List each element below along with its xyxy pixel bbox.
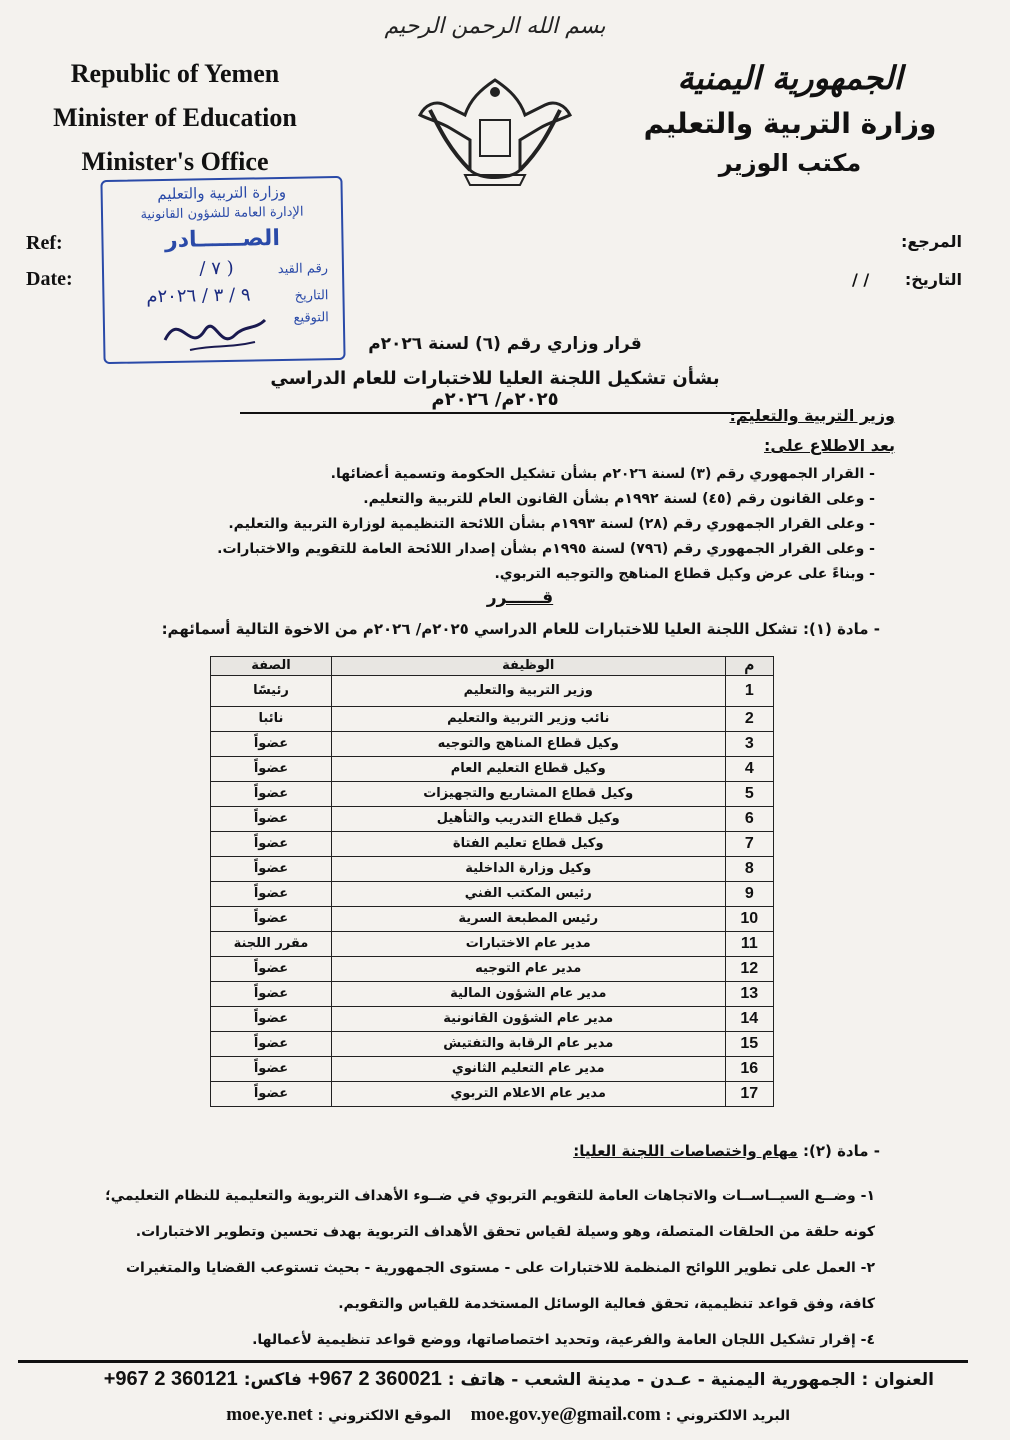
row-number: 8 [725,857,773,882]
table-row [211,1082,774,1107]
row-position: رئيس المكتب الفني [331,882,725,907]
decree-title: قرار وزاري رقم (٦) لسنة ٢٠٢٦م [368,334,642,354]
arabic-ministry: وزارة التربية والتعليم [643,107,937,140]
row-position: مدير عام الرقابة والتفتيش [331,1032,725,1057]
stamp-ministry: وزارة التربية والتعليم [157,182,287,204]
table-header-row [211,657,774,676]
stamp-department: الإدارة العامة للشؤون القانونية [140,204,304,223]
table-row [211,1057,774,1082]
row-number: 6 [725,807,773,832]
task-line: ٢- العمل على تطوير اللوائح المنظمة للاختبارات على - مستوى الجمهورية - بحيث تستوعب القضايا والمتغيرات [125,1260,875,1276]
row-number: 4 [725,757,773,782]
footer-contacts [226,1404,790,1426]
row-number: 13 [725,982,773,1007]
stamp-number-value: ( ٧ / [199,257,234,280]
fax-number: +967 2 360121 [103,1368,238,1390]
website-link[interactable]: moe.ye.net [226,1404,313,1425]
row-number: 5 [725,782,773,807]
table-row [211,782,774,807]
row-number: 14 [725,1007,773,1032]
row-position: رئيس المطبعة السرية [331,907,725,932]
row-role: عضواً [211,1057,332,1082]
date-row-ar [852,270,962,289]
stamp-number-row [104,256,342,281]
stamp-number-label: رقم القيد [277,261,329,278]
row-position: مدير عام التوجيه [331,957,725,982]
english-office: Minister's Office [81,147,269,176]
english-letterhead [30,52,320,184]
task-line: كافة، وفق قواعد تنظيمية، تحقق فعالية الوسائل المستخدمة للقياس والتقويم. [338,1296,875,1312]
reference-item: - وعلى القرار الجمهوري رقم (٢٨) لسنة ١٩٩٣م بشأن اللائحة التنظيمية لوزارة التربية والتعليم. [175,512,875,537]
row-role: عضواً [211,982,332,1007]
table-row [211,807,774,832]
arabic-letterhead [640,52,940,182]
phone-number: +967 2 360021 [307,1368,442,1390]
row-position: مدير عام الاختبارات [331,932,725,957]
row-role: عضواً [211,857,332,882]
footer-divider [18,1360,968,1363]
table-body [211,676,774,1107]
table-row [211,932,774,957]
table-row [211,676,774,707]
row-number: 11 [725,932,773,957]
ref-label-en: Ref: [26,232,63,254]
email-link[interactable]: moe.gov.ye@gmail.com [470,1404,661,1425]
row-number: 15 [725,1032,773,1057]
table-row [211,832,774,857]
stamp-outgoing: الصــــــادر [164,226,281,254]
article-1: - مادة (١): تشكل اللجنة العليا للاختبارات للعام الدراسي ٢٠٢٥م/ ٢٠٢٦م من الاخوة التالية أسمائهم: [161,620,880,638]
reference-item: - وبناءً على عرض وكيل قطاع المناهج والتوجيه التربوي. [175,562,875,587]
row-number: 3 [725,732,773,757]
task-line: ٤- إقرار تشكيل اللجان العامة والفرعية، وتحديد اختصاصاتها، ووضع قواعد تنظيمية لأعمالها. [252,1332,875,1348]
row-position: وكيل قطاع المشاريع والتجهيزات [331,782,725,807]
references-list [175,462,875,587]
table-row [211,907,774,932]
row-role: عضواً [211,732,332,757]
arabic-office: مكتب الوزير [718,149,862,177]
address-text: العنوان : الجمهورية اليمنية - عـدن - مدينة الشعب - هاتف : [447,1370,934,1390]
row-position: وكيل قطاع تعليم الفتاة [331,832,725,857]
reference-item: - وعلى القانون رقم (٤٥) لسنة ١٩٩٢م بشأن القانون العام للتربية والتعليم. [175,487,875,512]
row-number: 12 [725,957,773,982]
row-position: وكيل وزارة الداخلية [331,857,725,882]
footer-address [104,1368,934,1391]
after-review-heading: بعد الاطلاع على: [763,436,895,455]
table-row [211,707,774,732]
website-label: الموقع الالكتروني : [317,1408,452,1424]
english-country: Republic of Yemen [70,59,280,88]
committee-table [210,656,774,1107]
table-row [211,1032,774,1057]
row-position: مدير عام الشؤون المالية [331,982,725,1007]
row-role: رئيسًا [211,676,332,707]
table-row [211,882,774,907]
article-2-heading [573,1142,880,1160]
decree-subject: بشأن تشكيل اللجنة العليا للاختبارات للعام الدراسي ٢٠٢٥م/ ٢٠٢٦م [240,368,750,414]
row-position: مدير عام الاعلام التربوي [331,1082,725,1107]
basmala: بسم الله الرحمن الرحيم [384,14,606,39]
row-number: 10 [725,907,773,932]
fax-label: فاكس: [243,1370,302,1390]
reference-item: - القرار الجمهوري رقم (٣) لسنة ٢٠٢٦م بشأن تشكيل الحكومة وتسمية أعضائها. [175,462,875,487]
row-number: 9 [725,882,773,907]
reference-item: - وعلى القرار الجمهوري رقم (٧٩٦) لسنة ١٩٩٥م بشأن إصدار اللائحة العامة للتقويم والاختبارات. [175,537,875,562]
minister-heading: وزير التربية والتعليم: [729,406,895,425]
row-position: وزير التربية والتعليم [331,676,725,707]
row-role: عضواً [211,957,332,982]
row-role: عضواً [211,782,332,807]
eagle-emblem-icon [410,60,580,200]
stamp-date-value: ٩ / ٣ / ٢٠٢٦م [146,284,251,308]
col-header-position: الوظيفة [331,657,725,676]
row-role: عضواً [211,907,332,932]
task-line: ١- وضــع السيــاســات والاتجاهات العامة للتقويم التربوي في ضــوء الأهداف التربوية والتعليمية للنظام التعليمي؛ [105,1188,875,1204]
table-row [211,732,774,757]
row-role: عضواً [211,1082,332,1107]
arabic-country: الجمهورية اليمنية [677,59,903,97]
email-label: البريد الالكتروني : [665,1408,790,1424]
row-role: عضواً [211,882,332,907]
row-number: 7 [725,832,773,857]
col-header-role: الصفة [211,657,332,676]
decided-heading: قــــــرر [486,588,554,608]
row-number: 17 [725,1082,773,1107]
article-2-title: مهام واختصاصات اللجنة العليا: [573,1142,798,1160]
table-row [211,982,774,1007]
date-label-ar: التاريخ: [904,270,962,289]
article-2-label: - مادة (٢): [802,1142,880,1160]
table-row [211,857,774,882]
stamp-date-label: التاريخ [294,288,329,304]
date-value-ar: / / [851,270,870,289]
row-number: 1 [725,676,773,707]
date-label-en: Date: [26,268,73,290]
stamp-signature-label: التوقيع [293,310,329,326]
row-role: عضواً [211,1007,332,1032]
row-number: 16 [725,1057,773,1082]
row-position: وكيل قطاع التعليم العام [331,757,725,782]
table-row [211,957,774,982]
tasks-list [75,1178,875,1358]
row-position: وكيل قطاع التدريب والتأهيل [331,807,725,832]
table-row [211,757,774,782]
row-role: مقرر اللجنة [211,932,332,957]
row-role: عضواً [211,757,332,782]
row-number: 2 [725,707,773,732]
ref-label-ar: المرجع: [900,232,962,251]
row-position: مدير عام الشؤون القانونية [331,1007,725,1032]
row-role: عضواً [211,1032,332,1057]
row-role: نائبا [211,707,332,732]
row-role: عضواً [211,832,332,857]
task-line: كونه حلقة من الحلقات المتصلة، وهو وسيلة لقياس تحقق الأهداف التربوية بهدف تحسين وتطوير الاختبارات. [135,1224,875,1240]
row-position: مدير عام التعليم الثانوي [331,1057,725,1082]
table-row [211,1007,774,1032]
row-position: وكيل قطاع المناهج والتوجيه [331,732,725,757]
row-position: نائب وزير التربية والتعليم [331,707,725,732]
row-role: عضواً [211,807,332,832]
english-ministry: Minister of Education [53,103,297,132]
col-header-number: م [725,657,773,676]
